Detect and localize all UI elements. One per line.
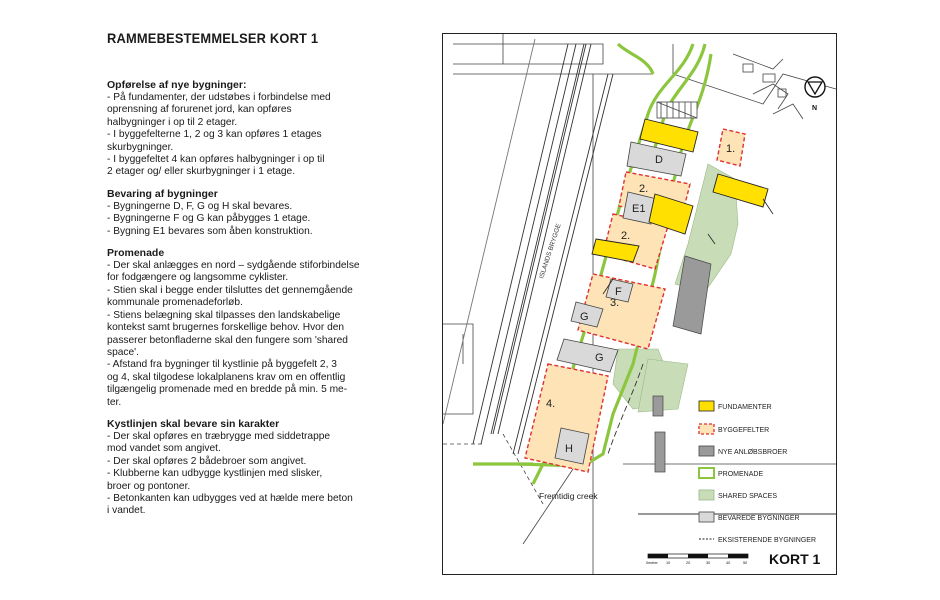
existing-building-large xyxy=(673,256,711,334)
scale-label-30: 30 xyxy=(706,561,711,565)
section-line: og 4, skal tilgodese lokalplanens krav om en offentlig xyxy=(107,371,346,383)
site-map xyxy=(443,34,836,574)
label-field-4: 4. xyxy=(546,398,556,410)
section-line: - Der skal opføres 2 bådebroer som angivet. xyxy=(107,455,307,467)
section-2 xyxy=(107,247,377,409)
label-building-d: D xyxy=(655,154,663,166)
section-line: - Klubberne kan udbygge kystlinjen med slisker, xyxy=(107,468,323,480)
legend-label-byggefelter: BYGGEFELTER xyxy=(718,427,770,434)
legend-label-anlobsbroer: NYE ANLØBSBROER xyxy=(718,449,788,456)
legend-item-bevarede xyxy=(699,512,800,522)
map-frame xyxy=(442,33,837,575)
section-line: - Bygningerne F og G kan påbygges 1 etage. xyxy=(107,213,311,225)
legend xyxy=(699,401,816,544)
section-line: - På fundamenter, der udstøbes i forbindelse med xyxy=(107,92,331,103)
legend-label-fundamenter: FUNDAMENTER xyxy=(718,404,772,411)
north-label: N xyxy=(812,105,818,112)
label-field-2b: 2. xyxy=(621,230,631,242)
legend-item-eksisterende xyxy=(699,537,816,544)
section-heading: Promenade xyxy=(107,247,165,260)
text-column xyxy=(107,30,377,527)
section-line: - Afstand fra bygninger til kystlinie på byggefelt 2, 3 xyxy=(107,359,337,371)
section-line: broer og pontoner. xyxy=(107,480,191,492)
north-arrow-icon xyxy=(805,77,825,112)
section-heading: Opførelse af nye bygninger: xyxy=(107,79,247,91)
label-building-g1: G xyxy=(580,311,589,323)
jetties xyxy=(657,102,697,118)
scale-label-50: 50 xyxy=(743,561,748,565)
page-title: RAMMEBESTEMMELSER KORT 1 xyxy=(107,30,319,46)
section-line: passerer betonfladerne skal den fungere som 'shared xyxy=(107,334,348,346)
scale-label-0: 0meter xyxy=(646,561,658,565)
section-line: - I byggefeltet 4 kan opføres halbygninger i op til xyxy=(107,154,325,166)
section-0 xyxy=(107,79,377,179)
legend-item-anlobsbroer xyxy=(699,446,787,456)
map-title: KORT 1 xyxy=(769,551,821,567)
scale-bar xyxy=(646,554,748,565)
scale-label-10: 10 xyxy=(666,561,671,565)
legend-label-shared: SHARED SPACES xyxy=(718,493,777,500)
label-field-2a: 2. xyxy=(639,183,649,195)
section-line: skurbygninger. xyxy=(107,141,174,153)
existing-building-small-2 xyxy=(655,432,665,472)
section-line: - Bygningerne D, F, G og H skal bevares. xyxy=(107,200,293,212)
section-line: 2 etager og/ eller skurbygninger i 1 etage. xyxy=(107,166,296,178)
building-g2 xyxy=(557,339,618,372)
section-line: - Betonkanten kan udbygges ved at hælde mere beton xyxy=(107,492,353,504)
scale-label-20: 20 xyxy=(686,561,691,565)
section-line: space'. xyxy=(107,346,139,358)
section-line: tilgængelig promenade med en bredde på min. 5 me- xyxy=(107,384,348,396)
label-building-h: H xyxy=(565,443,573,455)
section-line: - Der skal anlægges en nord – sydgående stiforbindelse xyxy=(107,260,360,272)
section-line: - Stiens belægning skal tilpasses den landskabelige xyxy=(107,309,341,321)
section-line: ter. xyxy=(107,396,122,408)
legend-item-fundamenter xyxy=(699,401,772,411)
section-line: for fodgængere og langsomme cyklister. xyxy=(107,272,289,284)
section-line: kommunale promenadeforløb. xyxy=(107,297,243,309)
legend-label-promenade: PROMENADE xyxy=(718,471,764,478)
label-field-1: 1. xyxy=(726,143,736,155)
section-1 xyxy=(107,188,377,238)
existing-building-small-1 xyxy=(653,396,663,416)
section-line: - Der skal opføres en træbrygge med siddetrappe xyxy=(107,430,331,442)
legend-label-bevarede: BEVAREDE BYGNINGER xyxy=(718,515,800,522)
label-field-3: 3. xyxy=(610,297,620,309)
section-line: i vandet. xyxy=(107,505,146,517)
legend-item-byggefelter xyxy=(699,424,769,434)
scale-label-40: 40 xyxy=(726,561,731,565)
section-line: - Bygning E1 bevares som åben konstruktion. xyxy=(107,225,313,237)
legend-item-shared xyxy=(699,490,777,500)
section-heading: Bevaring af bygninger xyxy=(107,187,218,200)
section-line: - Stien skal i begge ender tilsluttes det gennemgående xyxy=(107,284,353,296)
label-building-f: F xyxy=(615,286,622,298)
section-heading: Kystlinjen skal bevare sin karakter xyxy=(107,417,280,430)
legend-label-eksisterende: EKSISTERENDE BYGNINGER xyxy=(718,537,817,544)
sections-container xyxy=(107,79,377,518)
section-line: oprensning af forurenet jord, kan opføres xyxy=(107,104,292,116)
section-line: halbygninger i op til 2 etager. xyxy=(107,116,238,128)
street-label: ISLANDS BRYGGE xyxy=(538,222,563,280)
section-line: kontekst samt brugernes forskellige behov. Hvor den xyxy=(107,322,345,334)
label-building-e1: E1 xyxy=(632,203,646,215)
label-building-g2: G xyxy=(595,352,604,364)
section-line: mod vandet som angivet. xyxy=(107,443,221,455)
creek-label: Fremtidig creek xyxy=(539,491,598,501)
legend-item-promenade xyxy=(699,468,763,478)
section-3 xyxy=(107,418,377,518)
section-line: - I byggefelterne 1, 2 og 3 kan opføres 1 etages xyxy=(107,129,322,141)
